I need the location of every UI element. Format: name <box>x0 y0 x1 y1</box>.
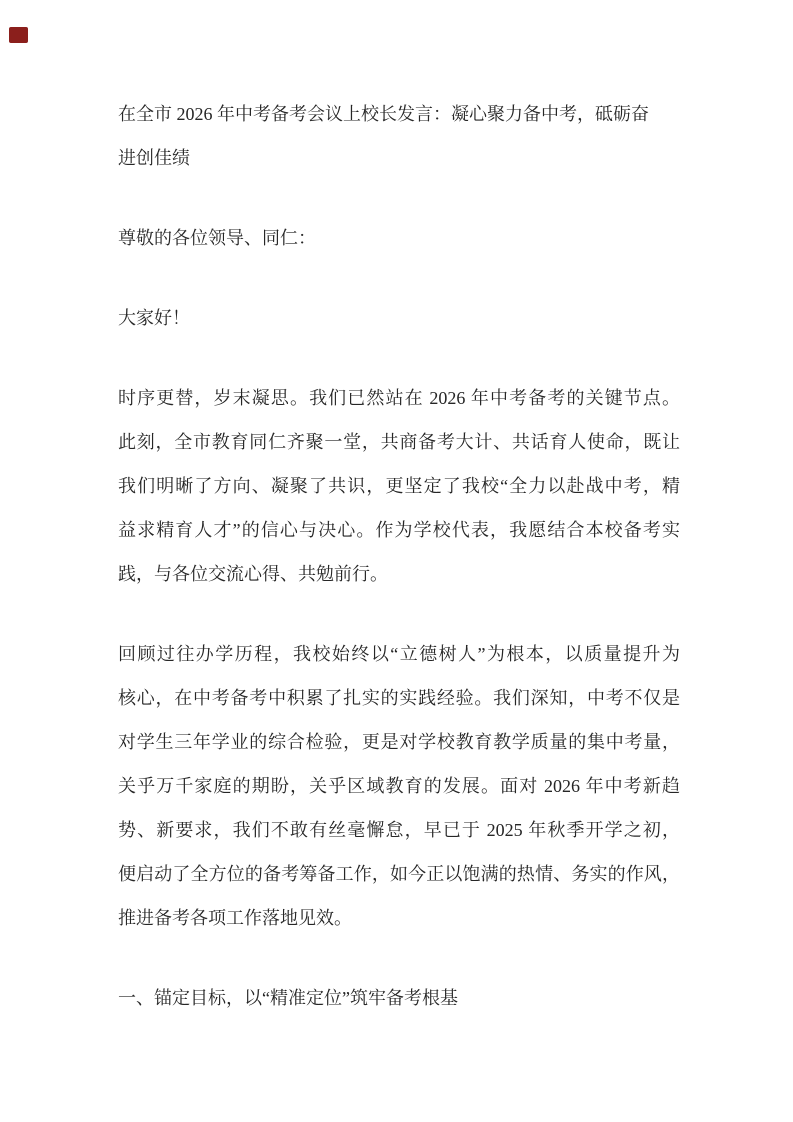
text-line: 益求精育人才”的信心与决心。作为学校代表，我愿结合本校备考实 <box>118 520 680 540</box>
text-line: 时序更替，岁末凝思。我们已然站在 2026 年中考备考的关键节点。 <box>118 388 680 408</box>
text-line: 尊敬的各位领导、同仁： <box>118 228 316 248</box>
paragraph-2 <box>118 632 680 940</box>
text-line: 大家好！ <box>118 308 190 328</box>
text-line: 对学生三年学业的综合检验，更是对学校教育教学质量的集中考量， <box>118 732 680 752</box>
text-line: 进创佳绩 <box>118 148 190 168</box>
text-line: 在全市 2026 年中考备考会议上校长发言：凝心聚力备中考，砥砺奋 <box>118 104 649 124</box>
doc-title <box>118 92 680 180</box>
red-marker <box>9 27 28 43</box>
text-line: 势、新要求，我们不敢有丝毫懈怠，早已于 2025 年秋季开学之初， <box>118 820 680 840</box>
text-line: 一、锚定目标，以“精准定位”筑牢备考根基 <box>118 988 458 1008</box>
text-line: 核心，在中考备考中积累了扎实的实践经验。我们深知，中考不仅是 <box>118 688 680 708</box>
text-line: 回顾过往办学历程，我校始终以“立德树人”为根本，以质量提升为 <box>118 644 680 664</box>
paragraph-1 <box>118 376 680 596</box>
greeting <box>118 296 680 340</box>
text-line: 践，与各位交流心得、共勉前行。 <box>118 564 388 584</box>
text-line: 便启动了全方位的备考筹备工作，如今正以饱满的热情、务实的作风， <box>118 864 680 884</box>
text-line: 此刻，全市教育同仁齐聚一堂，共商备考大计、共话育人使命，既让 <box>118 432 680 452</box>
section-heading-1 <box>118 976 680 1020</box>
text-line: 我们明晰了方向、凝聚了共识，更坚定了我校“全力以赴战中考，精 <box>118 476 680 496</box>
salutation <box>118 216 680 260</box>
text-line: 推进备考各项工作落地见效。 <box>118 908 352 928</box>
document-content <box>118 92 680 1020</box>
text-line: 关乎万千家庭的期盼，关乎区域教育的发展。面对 2026 年中考新趋 <box>118 776 680 796</box>
